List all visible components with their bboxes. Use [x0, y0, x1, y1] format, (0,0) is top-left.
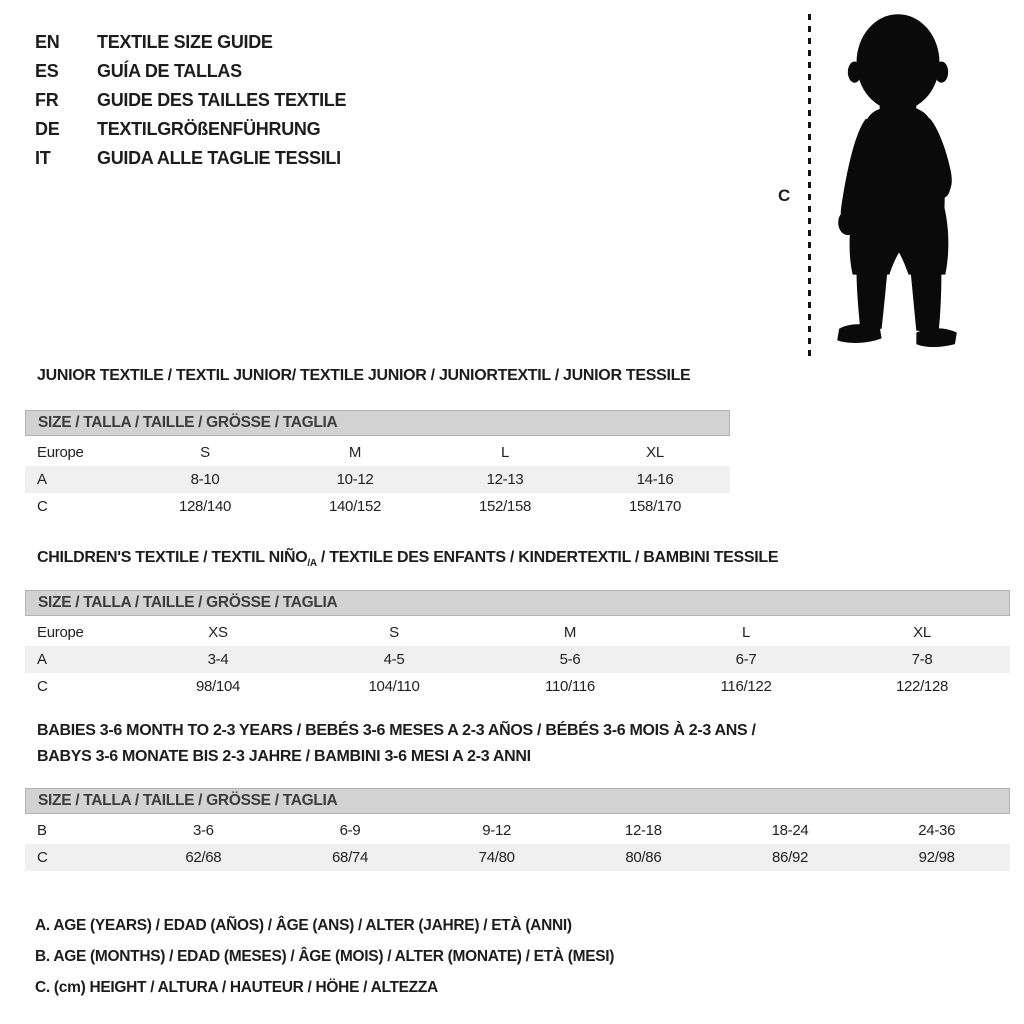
table-cell: 6-9: [339, 822, 361, 839]
table-cell: 80/86: [625, 849, 662, 866]
table-cell: 6-7: [735, 651, 757, 668]
table-cell: 140/152: [328, 498, 382, 515]
language-code: DE: [35, 119, 60, 139]
table-cell: 98/104: [195, 678, 241, 695]
table-row: [25, 817, 1010, 844]
language-title: TEXTILE SIZE GUIDE: [97, 32, 273, 52]
row-label: C: [37, 498, 48, 515]
table-cell: 3-4: [207, 651, 229, 668]
language-row: [35, 57, 346, 86]
table-cell: L: [500, 444, 510, 461]
babies-section-title-line1: BABIES 3-6 MONTH TO 2-3 YEARS / BEBÉS 3-6 MESES A 2-3 AÑOS / BÉBÉS 3-6 MOIS À 2-3 ANS /: [37, 722, 756, 739]
legend: [35, 910, 614, 1003]
table-cell: 158/170: [628, 498, 682, 515]
table-cell: S: [200, 444, 210, 461]
table-cell: 8-10: [190, 471, 220, 488]
table-cell: 62/68: [185, 849, 222, 866]
size-header-bar: SIZE / TALLA / TAILLE / GRÖSSE / TAGLIA: [25, 788, 1010, 814]
row-label: C: [37, 849, 48, 866]
table-cell: 74/80: [478, 849, 515, 866]
children-size-table: [25, 590, 1010, 700]
legend-line-c: C. (cm) HEIGHT / ALTURA / HAUTEUR / HÖHE / ALTEZZA: [35, 979, 438, 996]
language-row: [35, 86, 346, 115]
table-cell: XS: [208, 624, 228, 641]
table-row: [25, 646, 1010, 673]
language-code: ES: [35, 61, 59, 81]
table-rows: [25, 817, 1010, 871]
row-label: B: [37, 822, 47, 839]
row-label: A: [37, 471, 47, 488]
table-rows: [25, 619, 1010, 700]
table-cell: 7-8: [911, 651, 933, 668]
table-row: [25, 673, 1010, 700]
table-cell: XL: [913, 624, 931, 641]
legend-line-a: A. AGE (YEARS) / EDAD (AÑOS) / ÂGE (ANS) / ALTER (JAHRE) / ETÀ (ANNI): [35, 917, 572, 934]
table-cell: 5-6: [559, 651, 581, 668]
height-measure-label: C: [778, 186, 790, 205]
row-label: Europe: [37, 444, 84, 461]
language-row: [35, 28, 346, 57]
language-code: EN: [35, 32, 60, 52]
table-cell: 4-5: [383, 651, 405, 668]
language-code: FR: [35, 90, 59, 110]
table-cell: L: [741, 624, 751, 641]
table-cell: 104/110: [368, 678, 420, 695]
table-cell: 12-13: [486, 471, 524, 488]
children-title-subscript: /A: [307, 558, 317, 570]
table-row: [25, 466, 730, 493]
babies-section-title-line2: BABYS 3-6 MONATE BIS 2-3 JAHRE / BAMBINI 3-6 MESI A 2-3 ANNI: [37, 748, 531, 765]
size-header-bar: SIZE / TALLA / TAILLE / GRÖSSE / TAGLIA: [25, 590, 1010, 616]
language-title: GUIDE DES TAILLES TEXTILE: [97, 90, 347, 110]
table-cell: 92/98: [918, 849, 955, 866]
table-cell: M: [563, 624, 577, 641]
language-row: [35, 144, 346, 173]
table-cell: 12-18: [624, 822, 662, 839]
table-cell: 18-24: [771, 822, 809, 839]
language-code: IT: [35, 148, 51, 168]
table-cell: 68/74: [331, 849, 369, 866]
table-cell: 128/140: [178, 498, 232, 515]
language-title: GUIDA ALLE TAGLIE TESSILI: [97, 148, 341, 168]
table-cell: S: [389, 624, 399, 641]
toddler-silhouette-icon: [816, 6, 980, 362]
row-label: Europe: [37, 624, 84, 641]
table-cell: 24-36: [918, 822, 956, 839]
table-cell: 3-6: [192, 822, 214, 839]
junior-section-title: JUNIOR TEXTILE / TEXTIL JUNIOR/ TEXTILE JUNIOR / JUNIORTEXTIL / JUNIOR TESSILE: [37, 367, 691, 384]
table-row: [25, 619, 1010, 646]
legend-line-b: B. AGE (MONTHS) / EDAD (MESES) / ÂGE (MOIS) / ALTER (MONATE) / ETÀ (MESI): [35, 948, 615, 965]
table-cell: 86/92: [772, 849, 809, 866]
table-row: [25, 844, 1010, 871]
table-rows: [25, 439, 730, 520]
table-cell: XL: [646, 444, 664, 461]
table-row: [25, 439, 730, 466]
language-row: [35, 115, 346, 144]
table-cell: M: [348, 444, 362, 461]
language-title: TEXTILGRÖßENFÜHRUNG: [97, 119, 321, 139]
row-label: C: [37, 678, 48, 695]
table-cell: 116/122: [720, 678, 772, 695]
children-section-title: [37, 549, 778, 569]
table-cell: 10-12: [336, 471, 374, 488]
language-title: GUÍA DE TALLAS: [97, 61, 242, 81]
height-measure-dashed-line: [808, 14, 811, 356]
table-cell: 110/116: [545, 678, 595, 695]
language-header: [35, 28, 346, 173]
children-title-post: / TEXTILE DES ENFANTS / KINDERTEXTIL / BAMBINI TESSILE: [316, 549, 779, 566]
table-cell: 14-16: [636, 471, 674, 488]
size-header-bar: SIZE / TALLA / TAILLE / GRÖSSE / TAGLIA: [25, 410, 730, 436]
table-row: [25, 493, 730, 520]
table-cell: 9-12: [482, 822, 512, 839]
table-cell: 122/128: [895, 678, 949, 695]
children-title-pre: CHILDREN'S TEXTILE / TEXTIL NIÑO: [37, 549, 308, 566]
babies-size-table: [25, 788, 1010, 871]
row-label: A: [37, 651, 47, 668]
table-cell: 152/158: [478, 498, 532, 515]
junior-size-table: [25, 410, 730, 520]
